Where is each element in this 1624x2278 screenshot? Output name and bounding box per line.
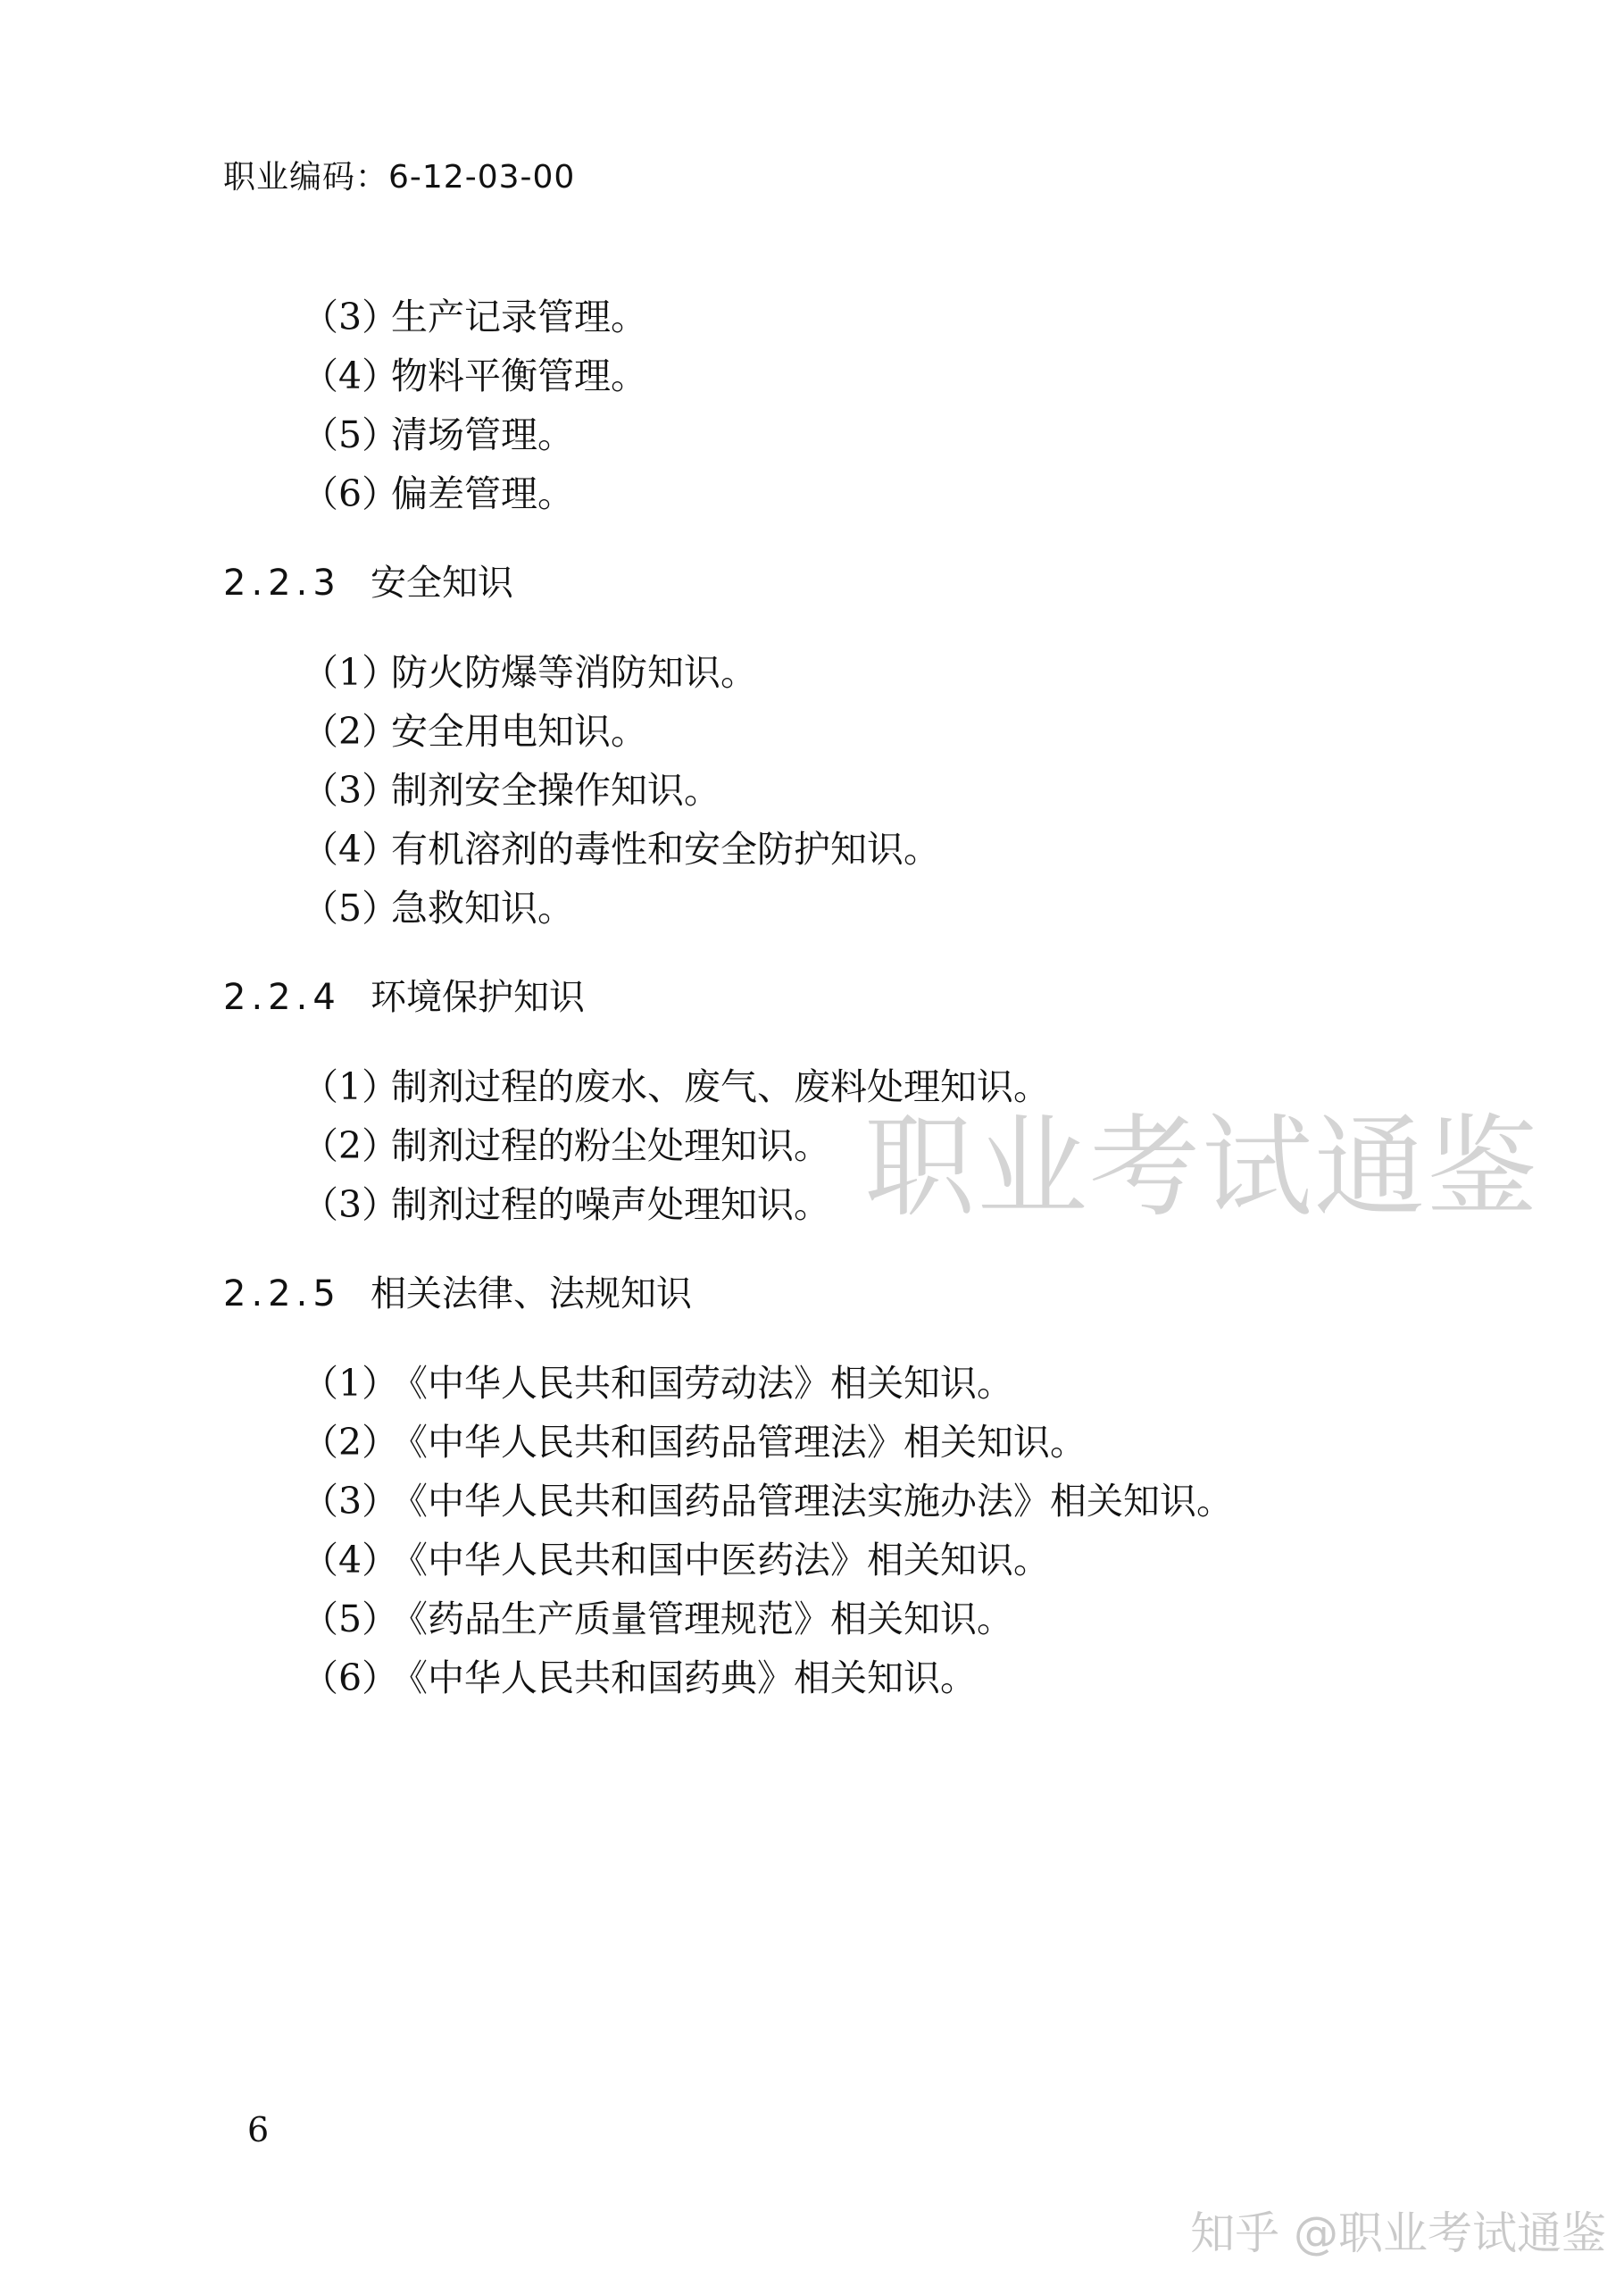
item-text: 制剂过程的粉尘处理知识。 <box>391 1124 830 1167</box>
section-number: 2.2.5 <box>223 1273 341 1314</box>
list-item <box>302 354 647 398</box>
item-text: 《中华人民共和国药典》相关知识。 <box>391 1656 977 1699</box>
section-title: 环境保护知识 <box>371 977 585 1018</box>
section-heading-2-2-3 <box>223 561 513 605</box>
item-number: （3） <box>302 769 399 812</box>
section-title: 相关法律、法规知识 <box>371 1273 692 1314</box>
item-number: （1） <box>302 651 399 694</box>
item-text: 安全用电知识。 <box>391 710 647 753</box>
item-number: （2） <box>302 710 399 753</box>
list-item <box>302 1123 830 1168</box>
item-text: 有机溶剂的毒性和安全防护知识。 <box>391 828 940 871</box>
item-text: 《中华人民共和国劳动法》相关知识。 <box>391 1362 1013 1405</box>
list-item <box>302 886 574 930</box>
source-attribution: 知乎 @职业考试通鉴 <box>1190 2207 1606 2259</box>
item-text: 清场管理。 <box>391 413 574 456</box>
item-number: （2） <box>302 1124 399 1167</box>
occupation-code: 职业编码：6-12-03-00 <box>223 159 576 196</box>
list-item <box>302 1538 1050 1582</box>
list-item <box>302 709 647 754</box>
item-text: 急救知识。 <box>391 887 574 930</box>
list-item <box>302 1656 977 1700</box>
item-text: 偏差管理。 <box>391 472 574 515</box>
item-text: 《中华人民共和国中医药法》相关知识。 <box>391 1539 1050 1581</box>
section-title: 安全知识 <box>371 563 513 604</box>
watermark: 职业考试通鉴 <box>864 1104 1540 1232</box>
list-item <box>302 413 574 457</box>
item-number: （4） <box>302 355 399 397</box>
item-number: （3） <box>302 296 399 338</box>
item-number: （2） <box>302 1421 399 1464</box>
item-number: （3） <box>302 1480 399 1523</box>
list-item <box>302 1420 1087 1464</box>
list-item <box>302 768 720 813</box>
section-number: 2.2.4 <box>223 977 341 1018</box>
item-text: 《中华人民共和国药品管理法》相关知识。 <box>391 1421 1087 1464</box>
item-number: （4） <box>302 1539 399 1581</box>
item-number: （6） <box>302 1656 399 1699</box>
list-item <box>302 1479 1233 1523</box>
item-text: 生产记录管理。 <box>391 296 647 338</box>
item-text: 防火防爆等消防知识。 <box>391 651 757 694</box>
item-number: （6） <box>302 472 399 515</box>
section-heading-2-2-5 <box>223 1272 692 1316</box>
list-item <box>302 650 757 695</box>
item-text: 制剂过程的废水、废气、废料处理知识。 <box>391 1065 1050 1108</box>
item-text: 《中华人民共和国药品管理法实施办法》相关知识。 <box>391 1480 1233 1523</box>
list-item <box>302 1597 1013 1641</box>
item-number: （1） <box>302 1065 399 1108</box>
item-number: （5） <box>302 887 399 930</box>
item-text: 物料平衡管理。 <box>391 355 647 397</box>
section-number: 2.2.3 <box>223 563 341 604</box>
list-item <box>302 827 940 872</box>
item-number: （1） <box>302 1362 399 1405</box>
list-item <box>302 295 647 339</box>
item-number: （5） <box>302 413 399 456</box>
section-heading-2-2-4 <box>223 975 585 1020</box>
item-number: （4） <box>302 828 399 871</box>
item-text: 制剂安全操作知识。 <box>391 769 720 812</box>
item-number: （3） <box>302 1183 399 1226</box>
list-item <box>302 1182 830 1227</box>
item-text: 《药品生产质量管理规范》相关知识。 <box>391 1598 1013 1640</box>
item-text: 制剂过程的噪声处理知识。 <box>391 1183 830 1226</box>
page-number: 6 <box>247 2110 270 2149</box>
list-item <box>302 1361 1013 1406</box>
list-item <box>302 471 574 516</box>
item-number: （5） <box>302 1598 399 1640</box>
